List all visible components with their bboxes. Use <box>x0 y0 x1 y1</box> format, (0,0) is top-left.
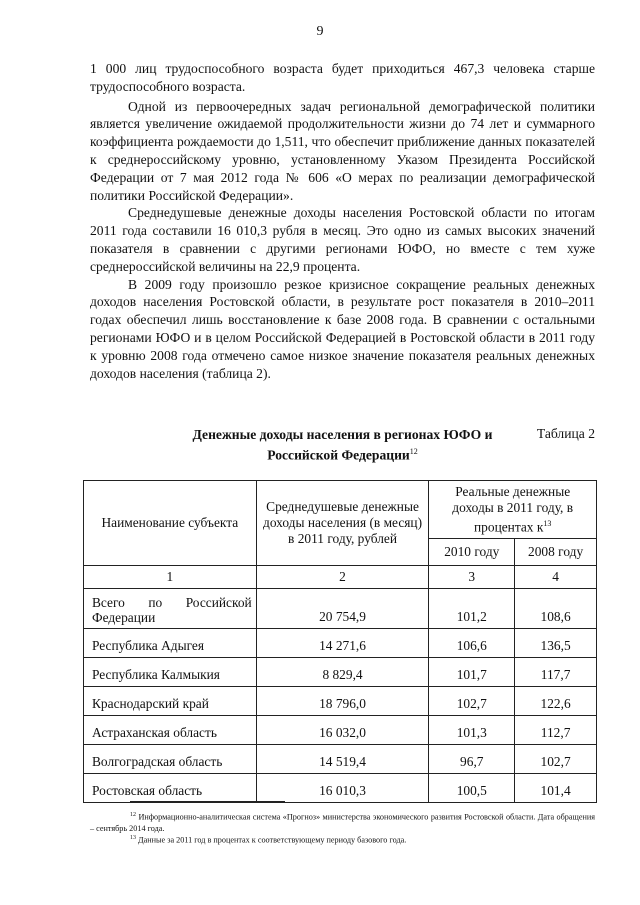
row-2010: 101,2 <box>429 589 515 629</box>
row-2010: 106,6 <box>429 629 515 658</box>
row-income: 20 754,9 <box>256 589 429 629</box>
column-number: 2 <box>256 566 429 589</box>
table-title <box>90 426 595 464</box>
row-2008: 136,5 <box>515 629 597 658</box>
row-income: 18 796,0 <box>256 687 429 716</box>
row-2008: 112,7 <box>515 716 597 745</box>
footnote-mark: 12 <box>130 812 136 818</box>
header-real-income <box>429 481 597 539</box>
row-2010: 101,3 <box>429 716 515 745</box>
paragraph: Одной из первоочередных задач региональной демографической политики является увеличение ожидаемой продолжительности жизни до 74 лет и суммарного коэффициента рождаемости до 1,511, что обеспечит приближение данных показателей к среднероссийскому уровню, установленному Указом Президента Российской Федерации от 7 мая 2012 года № 606 «О мерах по реализации демографической политики Российской Федерации». <box>90 98 595 203</box>
row-income: 16 010,3 <box>256 774 429 803</box>
row-name: Республика Адыгея <box>84 629 257 658</box>
header-income: Среднедушевые денежные доходы населения (в месяц) в 2011 году, рублей <box>256 481 429 566</box>
column-numbers-row <box>84 566 597 589</box>
row-2010: 102,7 <box>429 687 515 716</box>
row-2010: 101,7 <box>429 658 515 687</box>
header-subject: Наименование субъекта <box>84 481 257 566</box>
row-income: 8 829,4 <box>256 658 429 687</box>
row-income: 16 032,0 <box>256 716 429 745</box>
row-name: Ростовская область <box>84 774 257 803</box>
table-row <box>84 629 597 658</box>
paragraph: Среднедушевые денежные доходы населения Ростовской области по итогам 2011 года составили 16 010,3 рубля в месяц. Это одно из самых высоких значений показателя в сравнении с другими регионами ЮФО, но вместе с тем хуже среднероссийской величины на 22,9 процента. <box>90 205 595 274</box>
table-row <box>84 687 597 716</box>
row-name: Республика Калмыкия <box>84 658 257 687</box>
table-row <box>84 658 597 687</box>
column-number: 3 <box>429 566 515 589</box>
header-2008: 2008 году <box>515 538 597 565</box>
table-row <box>84 774 597 803</box>
column-number: 4 <box>515 566 597 589</box>
row-2010: 100,5 <box>429 774 515 803</box>
header-real-income-text: Реальные денежные доходы в 2011 году, в процентах к <box>452 483 574 535</box>
table-row <box>84 745 597 774</box>
row-name: Волгоградская область <box>84 745 257 774</box>
income-table <box>83 480 597 803</box>
table-label: Таблица 2 <box>536 426 595 441</box>
footnote <box>90 810 595 834</box>
row-2008: 117,7 <box>515 658 597 687</box>
footnote-text: Информационно-аналитическая система «Прогноз» министерства экономического развития Ростовской области. Дата обращения – сентябрь 2014 года. <box>90 812 596 833</box>
footnote-ref: 13 <box>543 518 552 528</box>
footnote-mark: 13 <box>130 835 136 841</box>
paragraph: В 2009 году произошло резкое кризисное сокращение реальных денежных доходов населения Ростовской области, в результате рост показателя в 2010–2011 годах обеспечил лишь восстановление к базе 2008 года. В сравнении с остальными регионами ЮФО и в целом Российской Федерацией в Ростовской области в 2011 году к уровню 2008 года отмечено самое низкое значение показателя реальных денежных доходов населения (таблица 2). <box>90 276 595 381</box>
row-name: Краснодарский край <box>84 687 257 716</box>
header-2010: 2010 году <box>429 538 515 565</box>
footnote <box>90 833 595 846</box>
row-2010: 96,7 <box>429 745 515 774</box>
table-row <box>84 716 597 745</box>
paragraph: 1 000 лиц трудоспособного возраста будет приходиться 467,3 человека старше трудоспособного возраста. <box>90 61 595 94</box>
row-name: Астраханская область <box>84 716 257 745</box>
table-title-line1: Денежные доходы населения в регионах ЮФО и <box>192 427 493 442</box>
row-2008: 101,4 <box>515 774 597 803</box>
body-text <box>90 60 595 382</box>
footnote-ref: 12 <box>409 447 418 456</box>
column-number: 1 <box>84 566 257 589</box>
row-2008: 108,6 <box>515 589 597 629</box>
row-2008: 102,7 <box>515 745 597 774</box>
row-2008: 122,6 <box>515 687 597 716</box>
row-income: 14 519,4 <box>256 745 429 774</box>
footnote-text: Данные за 2011 год в процентах к соответствующему периоду базового года. <box>138 835 407 845</box>
table-title-line2: Российской Федерации <box>267 447 410 463</box>
footnote-divider <box>130 801 285 802</box>
row-income: 14 271,6 <box>256 629 429 658</box>
row-name: Всего по Российской Федерации <box>84 589 257 629</box>
page-number: 9 <box>316 24 324 39</box>
table-row <box>84 589 597 629</box>
